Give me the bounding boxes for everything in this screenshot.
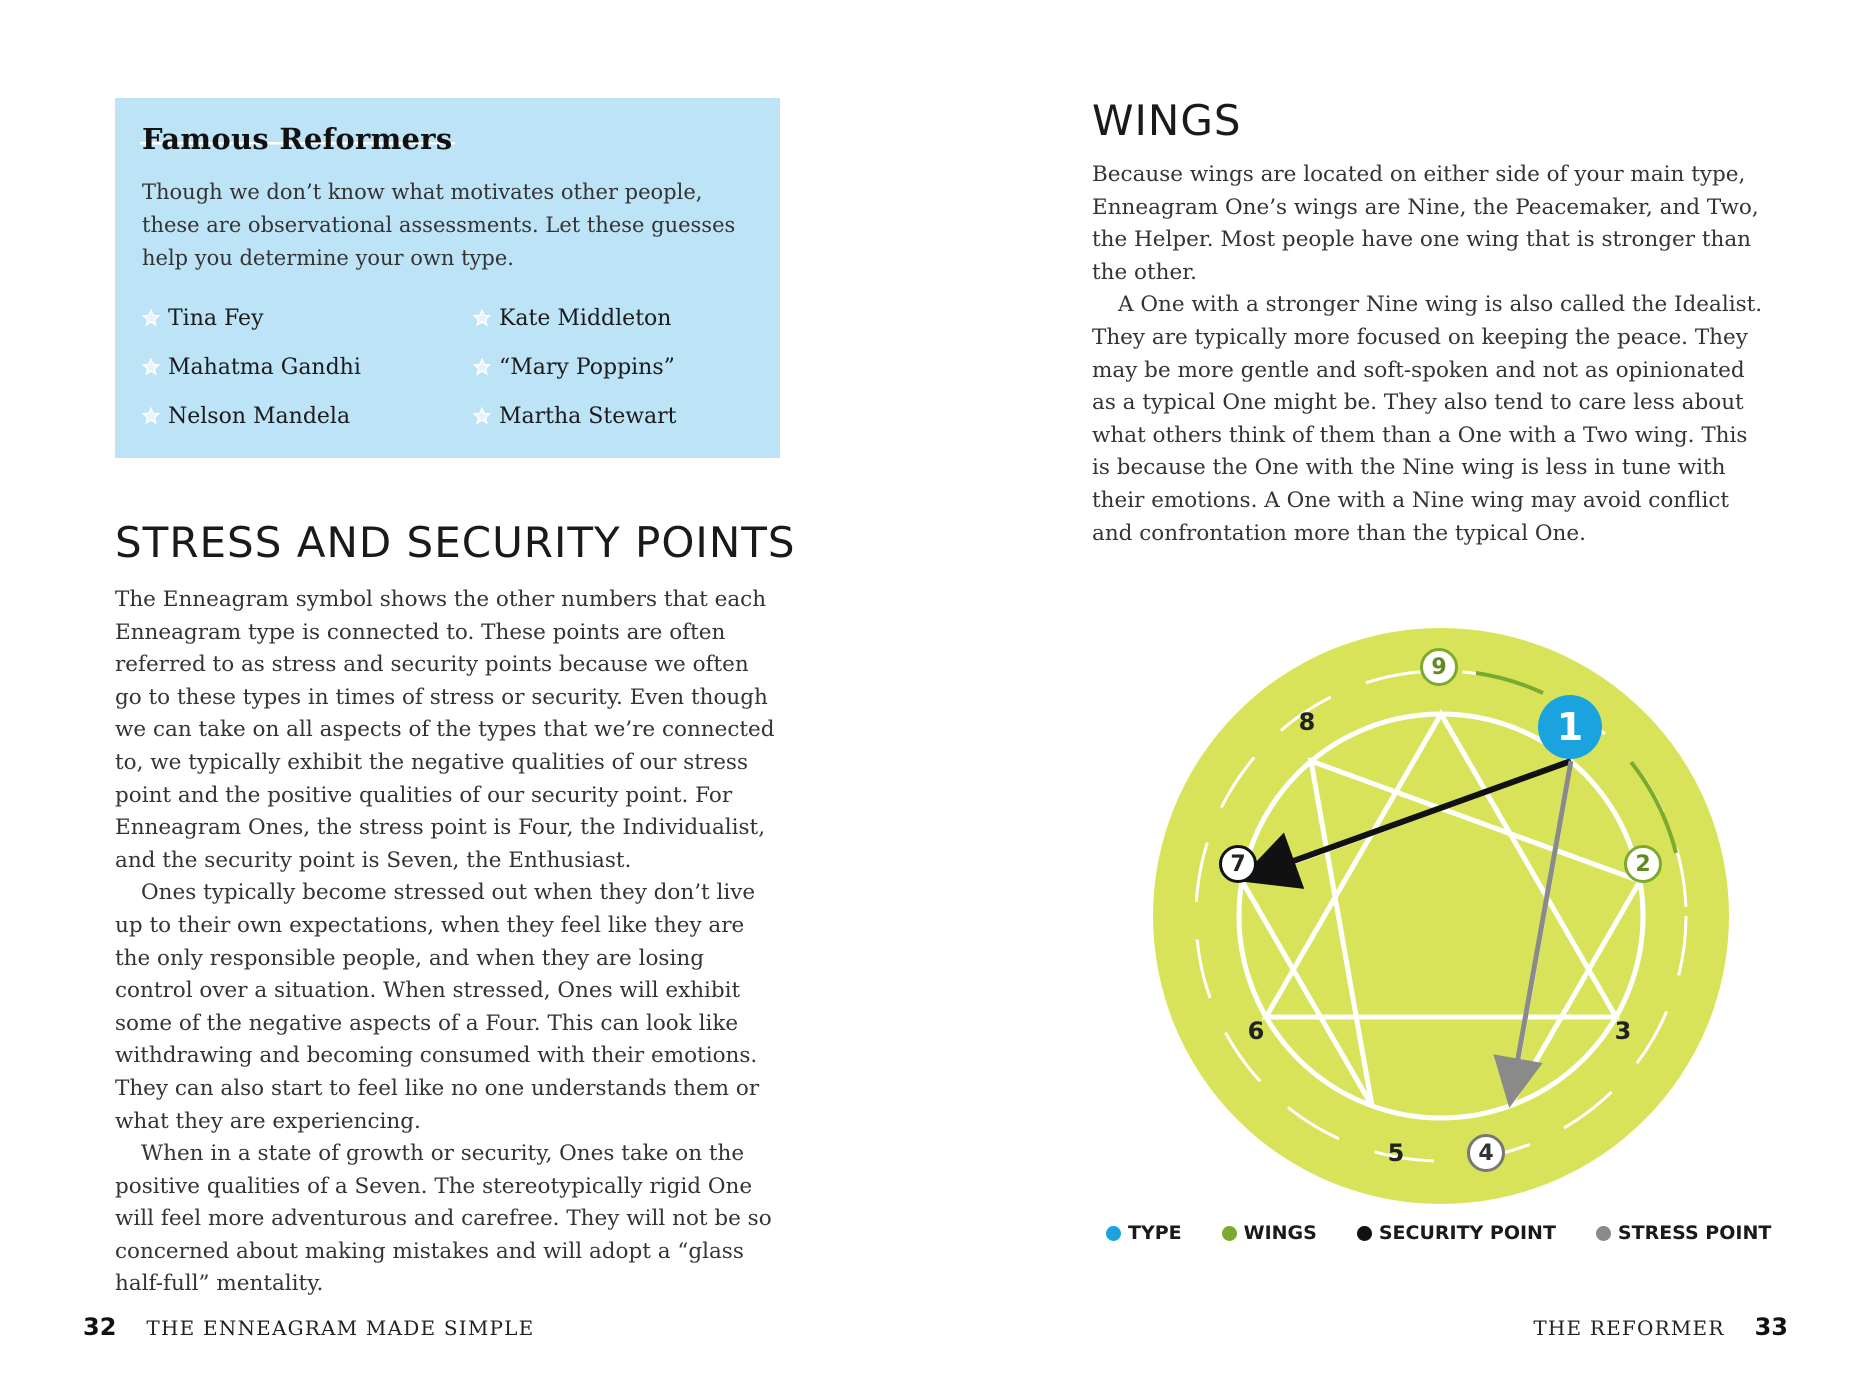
person-name: Martha Stewart — [499, 404, 677, 429]
star-outline-icon — [473, 407, 491, 425]
diagram-legend — [1106, 1222, 1811, 1244]
wings-heading: WINGS — [1092, 96, 1242, 145]
list-item — [142, 401, 361, 450]
legend-type — [1106, 1222, 1182, 1244]
left-footer — [83, 1313, 534, 1341]
famous-box-intro: Though we don’t know what motivates other people, these are observational assessments. Let these guesses help you determine your own type. — [142, 180, 736, 270]
famous-box-title: Famous Reformers — [142, 122, 453, 156]
enneagram-symbol — [1131, 610, 1751, 1260]
right-page — [931, 0, 1862, 1396]
enneagram-diagram — [1131, 610, 1751, 1260]
legend-label: WINGS — [1243, 1222, 1317, 1244]
person-name: Kate Middleton — [499, 306, 672, 331]
point-6: 6 — [1247, 1017, 1265, 1045]
list-item — [473, 352, 677, 401]
legend-stress — [1596, 1222, 1771, 1244]
paragraph: When in a state of growth or security, Ones take on the positive qualities of a Seven. The stereotypically rigid One will feel more adventurous and carefree. They will not be so concerned about making mistakes and will adopt a “glass half-full” mentality. — [115, 1141, 772, 1297]
point-3: 3 — [1614, 1017, 1632, 1045]
famous-list-column-b — [473, 303, 677, 450]
legend-label: SECURITY POINT — [1378, 1222, 1556, 1244]
list-item — [142, 303, 361, 352]
star-outline-icon — [473, 309, 491, 327]
star-outline-icon — [142, 358, 160, 376]
person-name: “Mary Poppins” — [499, 355, 675, 380]
running-head: THE ENNEAGRAM MADE SIMPLE — [146, 1316, 535, 1340]
paragraph: A One with a stronger Nine wing is also called the Idealist. They are typically more focused on keeping the peace. They may be more gentle and soft-spoken and not as opinionated as a typical One might be. They also tend to care less about what others think of them than a One with a Two wing. This is because the One with the Nine wing is less in tune with their emotions. A One with a Nine wing may avoid conflict and confrontation more than the typical One. — [1092, 292, 1763, 546]
point-wing-9: 9 — [1420, 648, 1458, 686]
point-wing-2: 2 — [1624, 845, 1662, 883]
legend-dot-security — [1357, 1226, 1372, 1241]
legend-label: TYPE — [1128, 1222, 1182, 1244]
paragraph: The Enneagram symbol shows the other numbers that each Enneagram type is connected to. These points are often referred to as stress and security points because we often go to these types in times of stress or security. Even though we can take on all aspects of the types that we’re connected to, we typically exhibit the negative qualities of our stress point and the positive qualities of our security point. For Enneagram Ones, the stress point is Four, the Individualist, and the security point is Seven, the Enthusiast. — [115, 587, 775, 873]
point-type-1: 1 — [1538, 695, 1602, 759]
legend-dot-type — [1106, 1226, 1121, 1241]
legend-dot-wings — [1222, 1226, 1237, 1241]
wings-body — [1092, 159, 1772, 550]
star-outline-icon — [473, 358, 491, 376]
list-item — [473, 303, 677, 352]
point-stress-4: 4 — [1467, 1134, 1505, 1172]
legend-label: STRESS POINT — [1617, 1222, 1772, 1244]
person-name: Nelson Mandela — [168, 404, 351, 429]
right-footer — [1533, 1313, 1788, 1341]
person-name: Tina Fey — [168, 306, 264, 331]
running-head: THE REFORMER — [1533, 1316, 1725, 1340]
famous-list-column-a — [142, 303, 361, 450]
star-outline-icon — [142, 309, 160, 327]
paragraph: Because wings are located on either side of your main type, Enneagram One’s wings are Nine, the Peacemaker, and Two, the Helper. Most people have one wing that is stronger than the other. — [1092, 162, 1759, 285]
famous-reformers-box — [115, 98, 780, 458]
point-security-7: 7 — [1219, 845, 1257, 883]
legend-wings — [1222, 1222, 1317, 1244]
legend-dot-stress — [1596, 1226, 1611, 1241]
star-outline-icon — [142, 407, 160, 425]
list-item — [142, 352, 361, 401]
list-item — [473, 401, 677, 450]
stress-security-heading: STRESS AND SECURITY POINTS — [115, 518, 796, 567]
stress-security-body — [115, 584, 775, 1301]
point-5: 5 — [1387, 1139, 1405, 1167]
person-name: Mahatma Gandhi — [168, 355, 361, 380]
legend-security — [1357, 1222, 1556, 1244]
page-number: 32 — [83, 1313, 117, 1341]
page-number: 33 — [1754, 1313, 1788, 1341]
paragraph: Ones typically become stressed out when they don’t live up to their own expectations, when they feel like they are the only responsible people, and when they are losing control over a situation. When stressed, Ones will exhibit some of the negative aspects of a Four. This can look like withdrawing and becoming consumed with their emotions. They can also start to feel like no one understands them or what they are experiencing. — [115, 880, 760, 1134]
point-8: 8 — [1298, 708, 1316, 736]
